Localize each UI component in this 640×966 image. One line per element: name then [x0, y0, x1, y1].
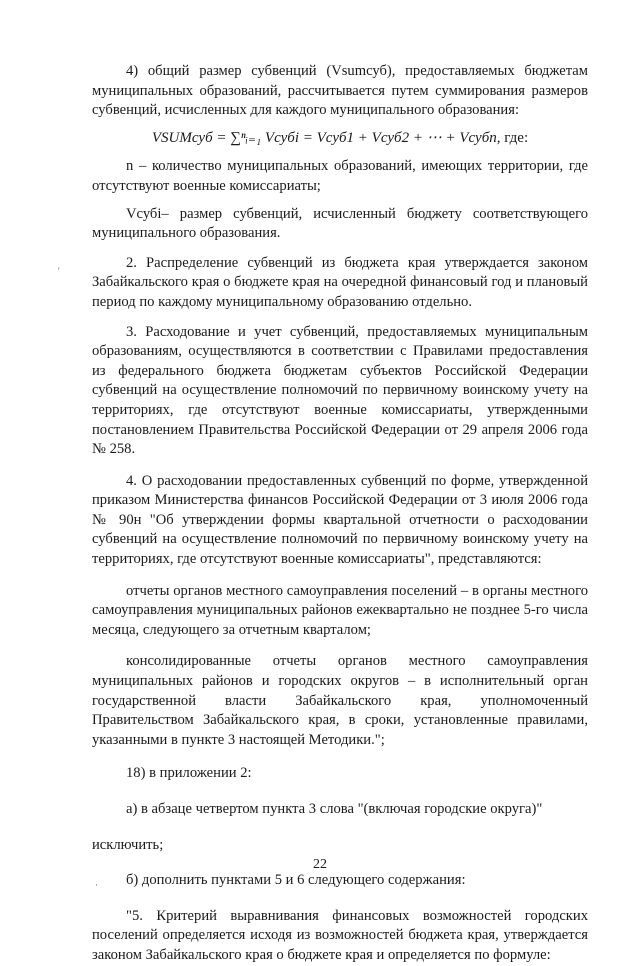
paragraph-item-2: 2. Распределение субвенций из бюджета края утверждается законом Забайкальского края о бюджете края на очередной финансовый год и плановый период по каждому муниципальному образованию отдельно.	[92, 254, 588, 310]
formula-expression: VSUMсуб = ∑ⁿᵢ₌₁ Vсубi = Vсуб1 + Vсуб2 + ⋯ + Vсубn	[151, 129, 497, 146]
paragraph-reports-settlements: отчеты органов местного самоуправления поселений – в органы местного самоуправления муниципальных районов ежеквартально не позднее 5-го числа месяца, следующего за отчетным кварталом;	[92, 582, 588, 638]
paragraph-exclude: исключить;	[92, 836, 164, 853]
paragraph-n-definition: n – количество муниципальных образований, имеющих территории, где отсутствуют военные комиссариаты;	[92, 158, 588, 194]
paragraph-subitem-b: б) дополнить пунктами 5 и 6 следующего содержания:	[126, 872, 466, 889]
paragraph-item-18: 18) в приложении 2:	[126, 765, 252, 782]
paragraph-item-5-criterion: "5. Критерий выравнивания финансовых возможностей городских поселений определяется исходя из возможностей бюджета края, утверждается законом Забайкальского края о бюджете края и определяется по формуле:	[92, 907, 588, 963]
paragraph-consolidated-reports: консолидированные отчеты органов местного самоуправления муниципальных районов и городских округов – в исполнительный орган государственной власти Забайкальского края, уполномоченный Правительством Забайкальского края, в сроки, установленные правилами, указанными в пункте 3 настоящей Методики.";	[92, 653, 588, 748]
page-number: 22	[313, 857, 327, 872]
paragraph-4-total-subvention: 4) общий размер субвенций (Vsumсуб), предоставляемых бюджетам муниципальных образований, рассчитывается путем суммирования размеров субвенций, исчисленных для каждого муниципального образования:	[92, 63, 588, 119]
paragraph-item-4: 4. О расходовании предоставленных субвенций по форме, утвержденной приказом Министерства финансов Российской Федерации от 3 июля 2006 года № 90н "Об утверждении формы квартальной отчетности о расходовании субвенций на осуществление полномочий по первичному воинскому учету на территориях, где отсутствуют военные комиссариаты", представляются:	[92, 472, 588, 568]
margin-mark-bottom: ·	[95, 880, 98, 890]
paragraph-vsub-definition: Vсубi– размер субвенций, исчисленный бюджету соответствующего муниципального образования.	[92, 205, 588, 242]
formula	[92, 129, 588, 149]
paragraph-subitem-a: а) в абзаце четвертом пункта 3 слова "(включая городские округа)"	[126, 801, 543, 817]
paragraph-item-3: 3. Расходование и учет субвенций, предоставляемых муниципальным образованиям, осуществляются в соответствии с Правилами предоставления из федерального бюджета бюджетам субъектов Российской Федерации субвенций на осуществление полномочий по первичному воинскому учету на территориях, где отсутствуют военные комиссариаты, утвержденными постановлением Правительства Российской Федерации от 29 апреля 2006 года № 258.	[92, 323, 588, 458]
page-body	[92, 62, 588, 966]
formula-tail: , где:	[496, 129, 529, 146]
margin-mark-left: '	[58, 266, 60, 276]
